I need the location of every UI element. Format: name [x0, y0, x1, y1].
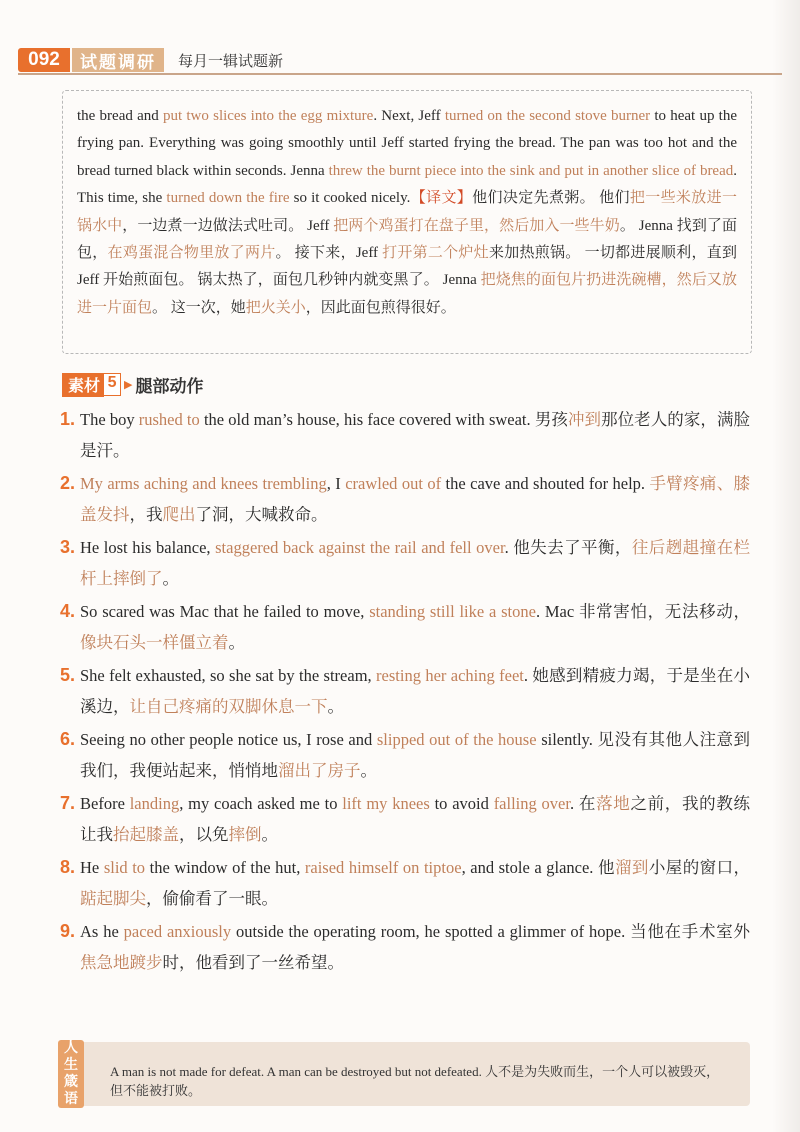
text-run: to heat up the frying pan. Everything was going smoothly until Jeff started frying the bread. The pan was too hot and the bread turned black within seconds. Jenna [77, 108, 738, 179]
example-number: 7. [60, 793, 76, 813]
example-text [80, 532, 750, 594]
highlighted-phrase: 像块石头一样僵立着 [80, 633, 229, 652]
highlighted-phrase: turned down the fire [166, 190, 290, 207]
text-run: . Next, Jeff [373, 108, 445, 124]
highlighted-phrase: paced anxiously [123, 922, 232, 941]
material-number: 5 [103, 373, 121, 396]
example-item [60, 596, 750, 660]
highlighted-phrase: 让自己疼痛的双脚休息一下 [129, 697, 328, 716]
highlighted-phrase: slid to [103, 858, 146, 877]
text-run: ，我 [129, 505, 163, 524]
highlighted-phrase: lift my knees [342, 794, 430, 813]
passage-box [62, 90, 752, 354]
text-run: ，偷偷看了一眼。 [146, 889, 278, 908]
example-item [60, 532, 750, 596]
example-number: 9. [60, 921, 76, 941]
highlighted-phrase: 【译文】 [410, 190, 473, 207]
highlighted-phrase: crawled out of [345, 474, 442, 493]
text-run: He [80, 858, 104, 877]
example-number: 2. [60, 473, 76, 493]
page-edge-shade [772, 0, 800, 1132]
text-run: 。 这一次，她 [152, 299, 246, 316]
example-text [80, 468, 750, 530]
text-run: silently. 见没有其他人注意到我们，我便站起来，悄悄地 [80, 730, 750, 780]
quote-tab-char: 语 [64, 1091, 78, 1107]
highlighted-phrase: 爬出 [162, 505, 196, 524]
highlighted-phrase: threw the burnt piece into the sink and put in another slice of bread [328, 162, 734, 179]
highlighted-phrase: resting her aching feet [376, 666, 524, 685]
example-text [80, 852, 750, 914]
text-run: 。 [327, 697, 344, 716]
example-item [60, 404, 750, 468]
example-text [80, 724, 750, 786]
highlighted-phrase: 把烧焦的面包片扔进洗碗槽，然后又放进一片面包 [77, 272, 737, 316]
highlighted-phrase: 在鸡蛋混合物里放了两片 [107, 245, 276, 262]
highlighted-phrase: put two slices into the egg mixture [162, 108, 374, 124]
highlighted-phrase: 抬起膝盖 [113, 825, 179, 844]
material-heading [62, 372, 203, 398]
highlighted-phrase: 手臂疼痛、膝盖发抖 [80, 474, 751, 524]
text-run: 。 Jenna 找到了面包， [77, 217, 737, 262]
highlighted-phrase: 把两个鸡蛋打在盘子里，然后加入一些牛奶 [333, 217, 620, 234]
example-text [80, 596, 750, 658]
section-label: 试题调研 [72, 48, 164, 72]
highlighted-phrase: standing still like a stone [369, 602, 536, 621]
text-run: So scared was Mac that he failed to move, [80, 602, 370, 621]
example-number: 5. [60, 665, 76, 685]
text-run: ，一边煮一边做法式吐司。 Jeff [122, 217, 334, 234]
example-item [60, 468, 750, 532]
text-run: , my coach asked me to [179, 794, 343, 813]
example-text [80, 404, 750, 466]
text-run: 那位老人的家，满脸是汗。 [80, 410, 751, 460]
example-text [80, 788, 750, 850]
example-item [60, 852, 750, 916]
example-number: 4. [60, 601, 76, 621]
text-run: 时，他看到了一丝希望。 [162, 953, 344, 972]
quote-tab-char: 人 [64, 1040, 78, 1056]
highlighted-phrase: 打开第二个炉灶 [382, 245, 489, 262]
highlighted-phrase: 踮起脚尖 [80, 889, 146, 908]
example-number: 6. [60, 729, 76, 749]
text-run: 。 [162, 569, 179, 588]
quote-tab-label [58, 1040, 84, 1108]
material-title: 腿部动作 [135, 377, 204, 397]
highlighted-phrase: 焦急地踱步 [80, 953, 163, 972]
triangle-right-icon: ▶ [124, 379, 133, 391]
text-run: 。 接下来，Jeff [275, 245, 383, 262]
example-item [60, 916, 750, 980]
quote-text: A man is not made for defeat. A man can be destroyed but not defeated. 人不是为失败而生，一个人可以被毁灭，但不能被打败。 [110, 1064, 720, 1098]
text-run: . 他失去了平衡， [504, 538, 632, 557]
text-run: 他们决定先煮粥。 他们 [472, 190, 630, 207]
example-item [60, 660, 750, 724]
text-run: the cave and shouted for help. [441, 474, 650, 493]
example-item [60, 788, 750, 852]
text-run: . Mac 非常害怕，无法移动， [535, 602, 750, 621]
quote-tab-char: 生 [64, 1057, 78, 1073]
material-tag: 素材 [62, 373, 104, 397]
highlighted-phrase: landing [129, 794, 180, 813]
header-subtitle: 每月一辑试题新 [178, 52, 284, 70]
text-run: . 在 [569, 794, 597, 813]
text-run: 。 [261, 825, 278, 844]
header-divider [18, 73, 782, 75]
page-number: 092 [18, 48, 70, 72]
highlighted-phrase: 落地 [596, 794, 631, 813]
text-run: Before [80, 794, 130, 813]
example-item [60, 724, 750, 788]
highlighted-phrase: slipped out of the house [376, 730, 537, 749]
highlighted-phrase: falling over [493, 794, 570, 813]
text-run: so it cooked nicely. [289, 190, 411, 207]
quote-tab-char: 箴 [64, 1074, 78, 1090]
highlighted-phrase: 冲到 [567, 410, 602, 429]
highlighted-phrase: 把一些米放进一锅水中 [77, 190, 737, 234]
example-text [80, 916, 750, 978]
page-header [18, 44, 782, 76]
example-number: 1. [60, 409, 76, 429]
text-run: The boy [80, 410, 139, 429]
text-run: 。 [228, 633, 245, 652]
text-run: , I [326, 474, 346, 493]
text-run: 之前，我的教练让我 [80, 794, 751, 844]
highlighted-phrase: staggered back against the rail and fell over [215, 538, 505, 557]
example-list [60, 404, 750, 980]
text-run: 小屋的窗口， [648, 858, 751, 877]
highlighted-phrase: My arms aching and knees trembling [80, 474, 327, 493]
text-run: ，以免 [179, 825, 229, 844]
text-run: ，因此面包煎得很好。 [305, 299, 456, 316]
text-run: Seeing no other people notice us, I rose and [80, 730, 377, 749]
text-run: , and stole a glance. 他 [461, 858, 615, 877]
text-run: the bread and [77, 108, 163, 124]
text-run: the old man’s house, his face covered with sweat. 男孩 [199, 410, 568, 429]
example-text [80, 660, 750, 722]
text-run: . 她感到精疲力竭，于是坐在小溪边， [80, 666, 750, 716]
text-run: 。 [360, 761, 377, 780]
highlighted-phrase: 把火关小 [245, 299, 306, 316]
passage-text [77, 103, 737, 322]
highlighted-phrase: turned on the second stove burner [444, 108, 651, 124]
text-run: As he [80, 922, 124, 941]
highlighted-phrase: 往后趔趄撞在栏杆上摔倒了 [80, 538, 751, 588]
example-number: 3. [60, 537, 76, 557]
text-run: He lost his balance, [80, 538, 216, 557]
highlighted-phrase: 溜到 [614, 858, 649, 877]
text-run: She felt exhausted, so she sat by the stream, [80, 666, 377, 685]
text-run: outside the operating room, he spotted a glimmer of hope. 当他在手术室外 [231, 922, 750, 941]
text-run: to avoid [429, 794, 494, 813]
text-run: 来加热煎锅。 一切都进展顺利，直到 Jeff 开始煎面包。 锅太热了，面包几秒钟内就变黑了。 Jenna [77, 245, 737, 289]
text-run: the window of the hut, [145, 858, 305, 877]
highlighted-phrase: 摔倒 [228, 825, 262, 844]
highlighted-phrase: 溜出了房子 [278, 761, 361, 780]
highlighted-phrase: rushed to [138, 410, 200, 429]
highlighted-phrase: raised himself on tiptoe [304, 858, 462, 877]
example-number: 8. [60, 857, 76, 877]
text-run: . This time, she [77, 162, 737, 207]
text-run: 了洞，大喊救命。 [195, 505, 328, 524]
